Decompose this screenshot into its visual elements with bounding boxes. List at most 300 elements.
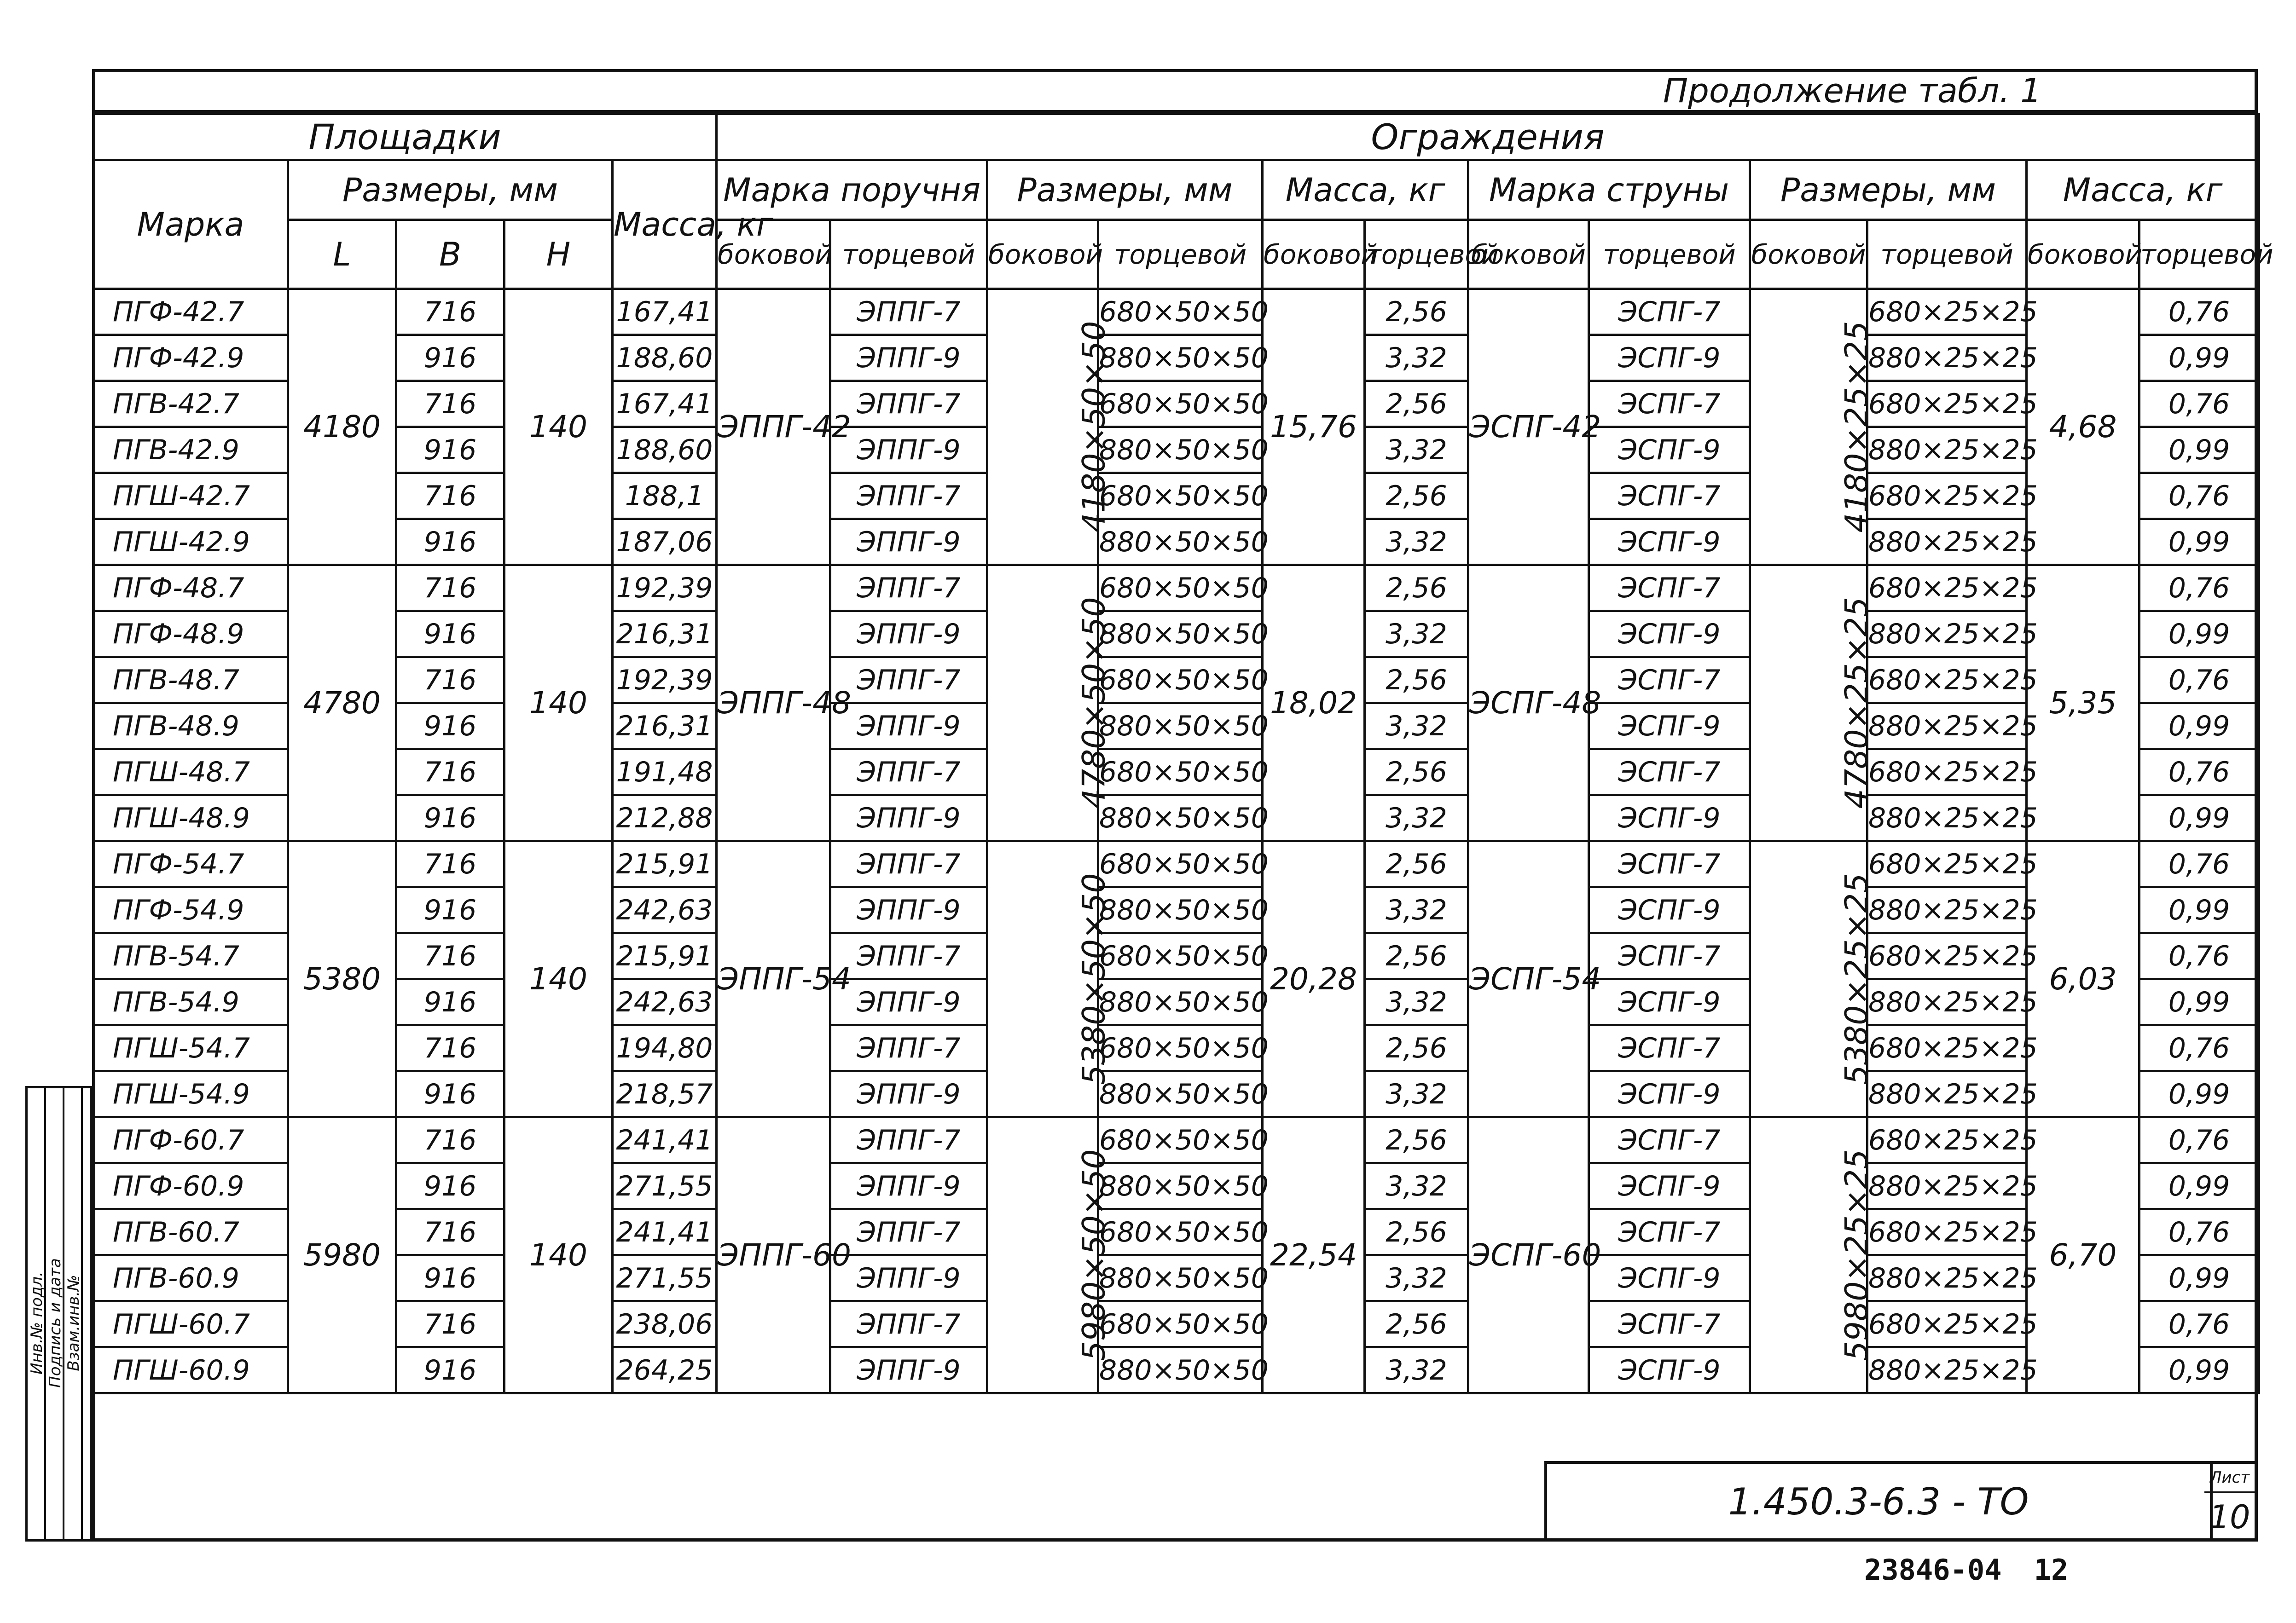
- table-row: [93, 703, 2259, 749]
- cell-string-mass-end: 0,99: [2139, 335, 2259, 381]
- cell-mass: 191,48: [613, 749, 717, 795]
- cell-string-mass-end: 0,99: [2139, 611, 2259, 657]
- cell-mass: 187,06: [613, 519, 717, 565]
- cell-handrail-mass-end: 3,32: [1365, 795, 1468, 841]
- cell-B: 916: [396, 887, 504, 933]
- cell-handrail-size-end: 880×50×50: [1098, 1071, 1263, 1117]
- cell-B: 916: [396, 519, 504, 565]
- cell-B: 716: [396, 657, 504, 703]
- cell-B: 716: [396, 1117, 504, 1163]
- cell-mass: 215,91: [613, 933, 717, 979]
- cell-handrail-size-side: [987, 1117, 1113, 1393]
- table-row: [93, 611, 2259, 657]
- cell-handrail-mass-end: 2,56: [1365, 565, 1468, 611]
- cell-B: 916: [396, 335, 504, 381]
- cell-string-size-end: 880×25×25: [1867, 1255, 2027, 1301]
- cell-string-size-end: 680×25×25: [1867, 565, 2027, 611]
- cell-handrail-mass-end: 3,32: [1365, 611, 1468, 657]
- cell-handrail-mass-side: 20,28: [1263, 841, 1365, 1117]
- cell-handrail-end: ЭППГ-9: [830, 979, 987, 1025]
- cell-string-mass-end: 0,76: [2139, 381, 2259, 427]
- cell-handrail-end: ЭППГ-9: [830, 519, 987, 565]
- header-mark: Марка: [93, 160, 288, 289]
- cell-string-size-side-text: 5380×25×25: [1838, 873, 1875, 1085]
- header-end: торцевой: [830, 220, 987, 289]
- cell-handrail-end: ЭППГ-9: [830, 335, 987, 381]
- cell-mark: ПГФ-60.9: [93, 1163, 288, 1209]
- cell-B: 716: [396, 933, 504, 979]
- cell-mark: ПГФ-54.7: [93, 841, 288, 887]
- cell-string-mass-end: 0,99: [2139, 887, 2259, 933]
- cell-mass: 238,06: [613, 1301, 717, 1347]
- cell-handrail-end: ЭППГ-9: [830, 887, 987, 933]
- section-platforms: Площадки: [93, 114, 717, 160]
- table-row: [93, 933, 2259, 979]
- cell-handrail-end: ЭППГ-9: [830, 427, 987, 473]
- cell-handrail-mass-end: 3,32: [1365, 887, 1468, 933]
- cell-handrail-size-end: 680×50×50: [1098, 933, 1263, 979]
- cell-handrail-size-end: 880×50×50: [1098, 427, 1263, 473]
- table-row: [93, 427, 2259, 473]
- cell-mass: 271,55: [613, 1255, 717, 1301]
- cell-handrail-size-side-text: 4180×50×50: [1076, 321, 1113, 533]
- cell-handrail-size-end: 880×50×50: [1098, 703, 1263, 749]
- cell-handrail-mass-end: 3,32: [1365, 703, 1468, 749]
- cell-handrail-size-end: 680×50×50: [1098, 289, 1263, 335]
- header-string-sizes: Размеры, мм: [1750, 160, 2027, 220]
- header-L: L: [288, 220, 396, 289]
- cell-handrail-side: ЭППГ-48: [717, 565, 830, 841]
- cell-handrail-size-side-text: 5380×50×50: [1076, 873, 1113, 1085]
- cell-string-size-side: [1750, 841, 1875, 1117]
- header-end: торцевой: [1589, 220, 1750, 289]
- cell-B: 916: [396, 703, 504, 749]
- cell-mass: 216,31: [613, 611, 717, 657]
- cell-mark: ПГШ-54.9: [93, 1071, 288, 1117]
- cell-handrail-side: ЭППГ-54: [717, 841, 830, 1117]
- cell-handrail-mass-side: 18,02: [1263, 565, 1365, 841]
- cell-handrail-mass-end: 2,56: [1365, 841, 1468, 887]
- cell-string-size-end: 680×25×25: [1867, 289, 2027, 335]
- cell-string-end: ЭСПГ-9: [1589, 703, 1750, 749]
- cell-string-mass-side: 6,70: [2027, 1117, 2139, 1393]
- header-side: боковой: [1468, 220, 1589, 289]
- cell-string-end: ЭСПГ-9: [1589, 611, 1750, 657]
- cell-handrail-size-side: [987, 289, 1113, 565]
- cell-handrail-end: ЭППГ-9: [830, 703, 987, 749]
- cell-string-mass-side: 4,68: [2027, 289, 2139, 565]
- cell-B: 916: [396, 1163, 504, 1209]
- cell-handrail-size-side-text: 5980×50×50: [1076, 1149, 1113, 1361]
- cell-string-size-end: 680×25×25: [1867, 381, 2027, 427]
- cell-handrail-end: ЭППГ-7: [830, 1025, 987, 1071]
- header-end: торцевой: [1365, 220, 1468, 289]
- cell-B: 716: [396, 1301, 504, 1347]
- table-row: [93, 657, 2259, 703]
- table-row: [93, 841, 2259, 887]
- header-side: боковой: [1263, 220, 1365, 289]
- header-string-mass: Масса, кг: [2027, 160, 2259, 220]
- cell-B: 916: [396, 611, 504, 657]
- cell-L: 4180: [288, 289, 396, 565]
- cell-handrail-size-side-text: 4780×50×50: [1076, 597, 1113, 809]
- cell-handrail-size-end: 880×50×50: [1098, 1347, 1263, 1393]
- cell-handrail-mass-end: 3,32: [1365, 1347, 1468, 1393]
- cell-L: 4780: [288, 565, 396, 841]
- cell-string-mass-end: 0,99: [2139, 795, 2259, 841]
- cell-H: 140: [504, 289, 613, 565]
- cell-B: 716: [396, 565, 504, 611]
- cell-string-end: ЭСПГ-7: [1589, 1025, 1750, 1071]
- cell-handrail-end: ЭППГ-7: [830, 749, 987, 795]
- cell-handrail-size-end: 680×50×50: [1098, 1117, 1263, 1163]
- cell-string-side: ЭСПГ-60: [1468, 1117, 1589, 1393]
- header-side: боковой: [2027, 220, 2139, 289]
- cell-handrail-size-end: 880×50×50: [1098, 979, 1263, 1025]
- cell-mass: 241,41: [613, 1209, 717, 1255]
- cell-string-end: ЭСПГ-7: [1589, 1117, 1750, 1163]
- cell-string-size-end: 680×25×25: [1867, 473, 2027, 519]
- cell-handrail-end: ЭППГ-9: [830, 795, 987, 841]
- header-side: боковой: [717, 220, 830, 289]
- cell-mass: 192,39: [613, 565, 717, 611]
- cell-handrail-end: ЭППГ-9: [830, 1347, 987, 1393]
- table-row: [93, 289, 2259, 335]
- cell-string-mass-end: 0,76: [2139, 1117, 2259, 1163]
- cell-mark: ПГШ-48.7: [93, 749, 288, 795]
- cell-mark: ПГФ-60.7: [93, 1117, 288, 1163]
- cell-mark: ПГВ-54.7: [93, 933, 288, 979]
- cell-string-size-end: 880×25×25: [1867, 1163, 2027, 1209]
- cell-handrail-mass-end: 3,32: [1365, 979, 1468, 1025]
- table-row: [93, 519, 2259, 565]
- header-string-mark: Марка струны: [1468, 160, 1750, 220]
- cell-handrail-end: ЭППГ-7: [830, 565, 987, 611]
- cell-mass: 192,39: [613, 657, 717, 703]
- cell-handrail-end: ЭППГ-7: [830, 1301, 987, 1347]
- cell-B: 716: [396, 381, 504, 427]
- cell-string-mass-end: 0,99: [2139, 703, 2259, 749]
- cell-string-side: ЭСПГ-42: [1468, 289, 1589, 565]
- cell-string-end: ЭСПГ-9: [1589, 887, 1750, 933]
- cell-handrail-size-end: 680×50×50: [1098, 1209, 1263, 1255]
- table-row: [93, 1255, 2259, 1301]
- cell-handrail-mass-end: 2,56: [1365, 657, 1468, 703]
- table-row: [93, 749, 2259, 795]
- cell-handrail-mass-end: 2,56: [1365, 289, 1468, 335]
- cell-handrail-end: ЭППГ-9: [830, 1255, 987, 1301]
- cell-handrail-end: ЭППГ-7: [830, 933, 987, 979]
- cell-string-end: ЭСПГ-9: [1589, 979, 1750, 1025]
- cell-mass: 167,41: [613, 289, 717, 335]
- sheet-label: Лист: [2204, 1464, 2255, 1493]
- cell-mass: 212,88: [613, 795, 717, 841]
- cell-string-end: ЭСПГ-9: [1589, 427, 1750, 473]
- page-number: 12: [2034, 1553, 2069, 1587]
- cell-handrail-end: ЭППГ-7: [830, 289, 987, 335]
- table-row: [93, 381, 2259, 427]
- title-block: [1544, 1461, 2258, 1542]
- header-handrail-mass: Масса, кг: [1263, 160, 1468, 220]
- cell-string-size-end: 880×25×25: [1867, 611, 2027, 657]
- order-number: 23846-04: [1864, 1553, 2002, 1587]
- cell-B: 716: [396, 289, 504, 335]
- table-row: [93, 887, 2259, 933]
- cell-mass: 188,1: [613, 473, 717, 519]
- cell-handrail-mass-end: 3,32: [1365, 427, 1468, 473]
- cell-mark: ПГВ-54.9: [93, 979, 288, 1025]
- table-row: [93, 1025, 2259, 1071]
- cell-string-mass-end: 0,99: [2139, 1255, 2259, 1301]
- cell-mass: 264,25: [613, 1347, 717, 1393]
- table-row: [93, 565, 2259, 611]
- cell-handrail-mass-end: 3,32: [1365, 1255, 1468, 1301]
- table-row: [93, 979, 2259, 1025]
- cell-mark: ПГШ-60.7: [93, 1301, 288, 1347]
- cell-handrail-mass-end: 2,56: [1365, 1301, 1468, 1347]
- table-row: [93, 1301, 2259, 1347]
- cell-string-mass-end: 0,76: [2139, 657, 2259, 703]
- cell-string-size-end: 880×25×25: [1867, 1347, 2027, 1393]
- cell-string-size-end: 680×25×25: [1867, 1117, 2027, 1163]
- cell-B: 716: [396, 841, 504, 887]
- cell-string-end: ЭСПГ-7: [1589, 841, 1750, 887]
- cell-handrail-size-end: 880×50×50: [1098, 795, 1263, 841]
- cell-B: 716: [396, 473, 504, 519]
- cell-handrail-size-end: 880×50×50: [1098, 611, 1263, 657]
- cell-string-mass-side: 6,03: [2027, 841, 2139, 1117]
- cell-mass: 188,60: [613, 335, 717, 381]
- cell-mark: ПГШ-60.9: [93, 1347, 288, 1393]
- cell-handrail-size-end: 680×50×50: [1098, 1025, 1263, 1071]
- cell-handrail-end: ЭППГ-7: [830, 1117, 987, 1163]
- cell-handrail-mass-side: 15,76: [1263, 289, 1365, 565]
- cell-handrail-mass-side: 22,54: [1263, 1117, 1365, 1393]
- cell-B: 716: [396, 1025, 504, 1071]
- cell-string-end: ЭСПГ-7: [1589, 381, 1750, 427]
- cell-handrail-size-side: [987, 841, 1113, 1117]
- cell-string-mass-end: 0,99: [2139, 1163, 2259, 1209]
- cell-B: 916: [396, 1071, 504, 1117]
- cell-handrail-size-end: 680×50×50: [1098, 749, 1263, 795]
- cell-string-size-side: [1750, 289, 1875, 565]
- cell-string-mass-end: 0,99: [2139, 1347, 2259, 1393]
- cell-handrail-size-end: 880×50×50: [1098, 519, 1263, 565]
- cell-string-end: ЭСПГ-9: [1589, 795, 1750, 841]
- cell-handrail-side: ЭППГ-42: [717, 289, 830, 565]
- cell-string-end: ЭСПГ-7: [1589, 473, 1750, 519]
- cell-string-mass-side: 5,35: [2027, 565, 2139, 841]
- cell-handrail-size-end: 680×50×50: [1098, 841, 1263, 887]
- cell-string-end: ЭСПГ-7: [1589, 1209, 1750, 1255]
- cell-H: 140: [504, 841, 613, 1117]
- cell-string-end: ЭСПГ-7: [1589, 749, 1750, 795]
- cell-mark: ПГШ-42.9: [93, 519, 288, 565]
- cell-mark: ПГФ-42.7: [93, 289, 288, 335]
- table-row: [93, 335, 2259, 381]
- cell-handrail-size-end: 880×50×50: [1098, 1255, 1263, 1301]
- cell-string-size-end: 680×25×25: [1867, 933, 2027, 979]
- cell-handrail-end: ЭППГ-7: [830, 1209, 987, 1255]
- cell-string-mass-end: 0,76: [2139, 1209, 2259, 1255]
- cell-H: 140: [504, 1117, 613, 1393]
- cell-mass: 242,63: [613, 887, 717, 933]
- cell-mass: 215,91: [613, 841, 717, 887]
- cell-string-size-end: 880×25×25: [1867, 795, 2027, 841]
- cell-mass: 218,57: [613, 1071, 717, 1117]
- cell-string-size-side-text: 5980×25×25: [1838, 1149, 1875, 1361]
- cell-string-mass-end: 0,76: [2139, 289, 2259, 335]
- cell-string-mass-end: 0,99: [2139, 979, 2259, 1025]
- cell-string-end: ЭСПГ-9: [1589, 1163, 1750, 1209]
- cell-H: 140: [504, 565, 613, 841]
- cell-mark: ПГВ-42.7: [93, 381, 288, 427]
- cell-mark: ПГШ-54.7: [93, 1025, 288, 1071]
- cell-string-mass-end: 0,99: [2139, 519, 2259, 565]
- cell-string-mass-end: 0,99: [2139, 1071, 2259, 1117]
- cell-B: 916: [396, 1347, 504, 1393]
- cell-handrail-mass-end: 2,56: [1365, 1209, 1468, 1255]
- cell-string-mass-end: 0,76: [2139, 841, 2259, 887]
- cell-handrail-size-end: 680×50×50: [1098, 1301, 1263, 1347]
- cell-handrail-size-end: 680×50×50: [1098, 565, 1263, 611]
- document-code: 1.450.3-6.3 - ТО: [1547, 1464, 2213, 1539]
- cell-string-size-end: 680×25×25: [1867, 841, 2027, 887]
- cell-string-size-end: 680×25×25: [1867, 1025, 2027, 1071]
- cell-handrail-size-end: 680×50×50: [1098, 473, 1263, 519]
- cell-B: 916: [396, 795, 504, 841]
- cell-handrail-end: ЭППГ-7: [830, 473, 987, 519]
- side-stamp: [25, 1086, 92, 1542]
- header-end: торцевой: [1867, 220, 2027, 289]
- cell-handrail-mass-end: 2,56: [1365, 933, 1468, 979]
- cell-mass: 167,41: [613, 381, 717, 427]
- cell-mark: ПГВ-42.9: [93, 427, 288, 473]
- header-B: B: [396, 220, 504, 289]
- cell-handrail-end: ЭППГ-9: [830, 1163, 987, 1209]
- cell-handrail-mass-end: 2,56: [1365, 1025, 1468, 1071]
- cell-string-size-side-text: 4180×25×25: [1838, 321, 1875, 533]
- cell-handrail-mass-end: 2,56: [1365, 749, 1468, 795]
- cell-string-size-end: 880×25×25: [1867, 427, 2027, 473]
- cell-string-size-side: [1750, 1117, 1875, 1393]
- cell-string-end: ЭСПГ-7: [1589, 1301, 1750, 1347]
- cell-handrail-mass-end: 3,32: [1365, 519, 1468, 565]
- cell-handrail-mass-end: 3,32: [1365, 1163, 1468, 1209]
- header-end: торцевой: [2139, 220, 2259, 289]
- cell-string-size-end: 880×25×25: [1867, 979, 2027, 1025]
- cell-string-end: ЭСПГ-9: [1589, 335, 1750, 381]
- cell-L: 5380: [288, 841, 396, 1117]
- cell-string-mass-end: 0,76: [2139, 749, 2259, 795]
- cell-string-end: ЭСПГ-7: [1589, 565, 1750, 611]
- table-row: [93, 795, 2259, 841]
- header-end: торцевой: [1098, 220, 1263, 289]
- cell-handrail-size-end: 880×50×50: [1098, 335, 1263, 381]
- cell-string-side: ЭСПГ-48: [1468, 565, 1589, 841]
- cell-mark: ПГФ-42.9: [93, 335, 288, 381]
- cell-string-end: ЭСПГ-9: [1589, 1347, 1750, 1393]
- cell-string-size-end: 880×25×25: [1867, 887, 2027, 933]
- cell-handrail-size-end: 680×50×50: [1098, 657, 1263, 703]
- cell-mass: 242,63: [613, 979, 717, 1025]
- cell-string-end: ЭСПГ-9: [1589, 1071, 1750, 1117]
- cell-handrail-size-end: 880×50×50: [1098, 887, 1263, 933]
- header-side: боковой: [1750, 220, 1867, 289]
- header-side: боковой: [987, 220, 1098, 289]
- cell-handrail-end: ЭППГ-9: [830, 611, 987, 657]
- cell-B: 916: [396, 1255, 504, 1301]
- cell-handrail-mass-end: 2,56: [1365, 381, 1468, 427]
- table-row: [93, 1163, 2259, 1209]
- continuation-label: Продолжение табл. 1: [92, 69, 2258, 113]
- cell-string-size-end: 880×25×25: [1867, 519, 2027, 565]
- cell-handrail-end: ЭППГ-9: [830, 1071, 987, 1117]
- table-row: [93, 473, 2259, 519]
- table-row: [93, 1071, 2259, 1117]
- cell-mark: ПГШ-42.7: [93, 473, 288, 519]
- sheet-number: 10: [2209, 1498, 2250, 1536]
- cell-mass: 271,55: [613, 1163, 717, 1209]
- cell-handrail-mass-end: 3,32: [1365, 335, 1468, 381]
- cell-string-mass-end: 0,99: [2139, 427, 2259, 473]
- table-row: [93, 1347, 2259, 1393]
- cell-mass: 241,41: [613, 1117, 717, 1163]
- header-H: H: [504, 220, 613, 289]
- cell-string-size-side: [1750, 565, 1875, 841]
- header-sizes: Размеры, мм: [288, 160, 613, 220]
- cell-handrail-side: ЭППГ-60: [717, 1117, 830, 1393]
- cell-string-mass-end: 0,76: [2139, 1301, 2259, 1347]
- cell-mark: ПГВ-60.9: [93, 1255, 288, 1301]
- cell-string-size-end: 680×25×25: [1867, 749, 2027, 795]
- cell-string-size-end: 880×25×25: [1867, 703, 2027, 749]
- cell-B: 916: [396, 427, 504, 473]
- cell-handrail-size-end: 680×50×50: [1098, 381, 1263, 427]
- cell-string-end: ЭСПГ-9: [1589, 519, 1750, 565]
- cell-handrail-end: ЭППГ-7: [830, 841, 987, 887]
- table-row: [93, 1209, 2259, 1255]
- header-handrail-mark: Марка поручня: [717, 160, 987, 220]
- cell-string-end: ЭСПГ-9: [1589, 1255, 1750, 1301]
- cell-string-mass-end: 0,76: [2139, 565, 2259, 611]
- side-stamp-inv: Инв.№ подл.: [28, 1271, 46, 1375]
- cell-L: 5980: [288, 1117, 396, 1393]
- cell-string-mass-end: 0,76: [2139, 473, 2259, 519]
- table-row: [93, 1117, 2259, 1163]
- cell-string-size-end: 880×25×25: [1867, 335, 2027, 381]
- side-stamp-replace: Взам.инв.№: [64, 1275, 83, 1371]
- cell-handrail-mass-end: 3,32: [1365, 1071, 1468, 1117]
- data-table: [92, 113, 2273, 1394]
- bottom-numbers: [1864, 1553, 2100, 1587]
- cell-string-side: ЭСПГ-54: [1468, 841, 1589, 1117]
- cell-handrail-mass-end: 2,56: [1365, 1117, 1468, 1163]
- section-railings: Ограждения: [717, 114, 2259, 160]
- cell-string-end: ЭСПГ-7: [1589, 933, 1750, 979]
- header-handrail-sizes: Размеры, мм: [987, 160, 1263, 220]
- cell-handrail-end: ЭППГ-7: [830, 657, 987, 703]
- cell-handrail-end: ЭППГ-7: [830, 381, 987, 427]
- cell-string-end: ЭСПГ-7: [1589, 289, 1750, 335]
- cell-mark: ПГФ-54.9: [93, 887, 288, 933]
- cell-string-size-side-text: 4780×25×25: [1838, 597, 1875, 809]
- cell-mark: ПГВ-60.7: [93, 1209, 288, 1255]
- cell-string-mass-end: 0,76: [2139, 1025, 2259, 1071]
- cell-mark: ПГФ-48.9: [93, 611, 288, 657]
- cell-B: 716: [396, 1209, 504, 1255]
- cell-mass: 188,60: [613, 427, 717, 473]
